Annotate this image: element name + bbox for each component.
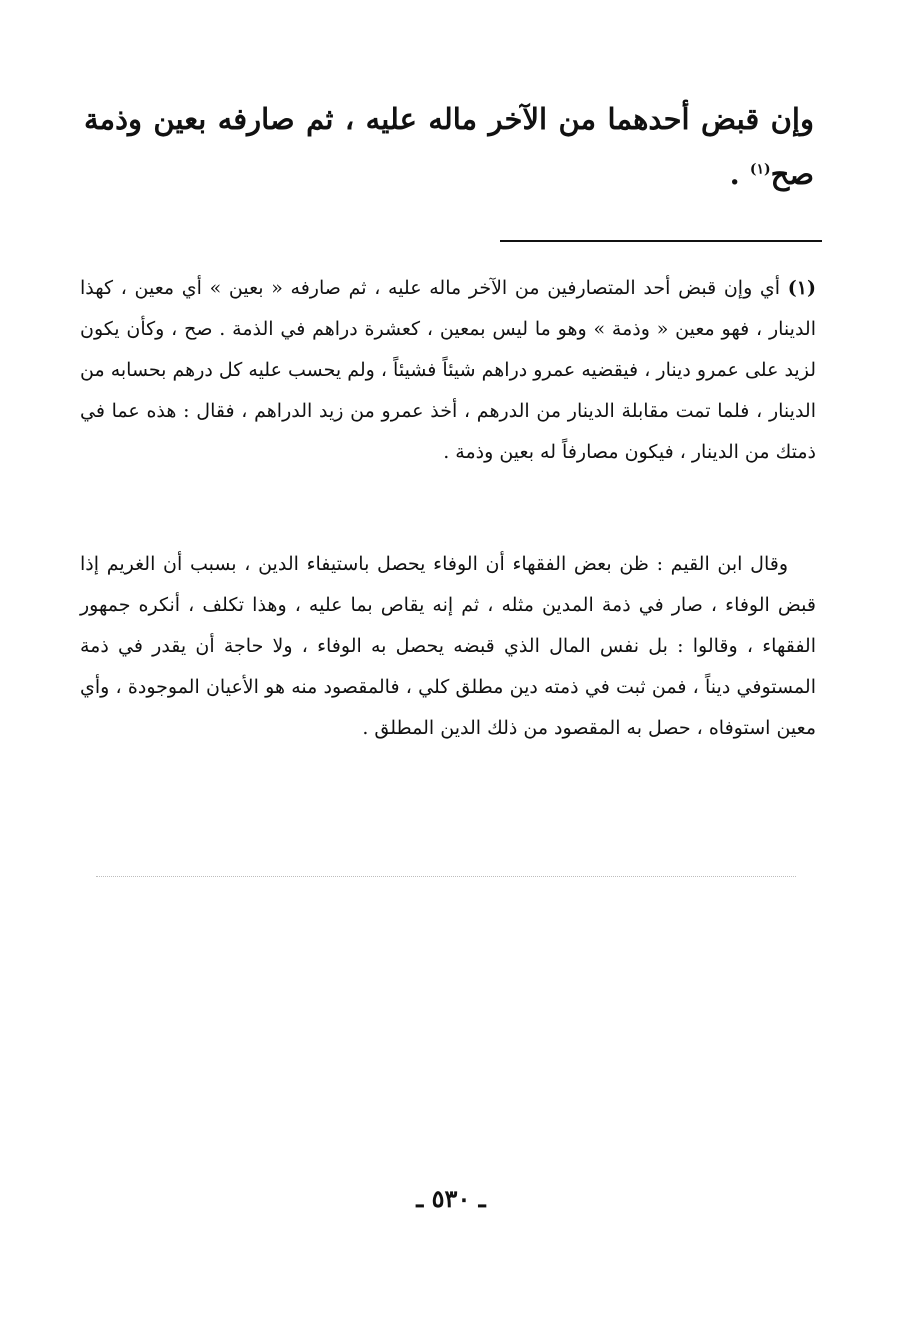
footnote-divider bbox=[500, 240, 822, 242]
footnote-reference: (١) bbox=[749, 161, 771, 178]
page-number: ـ ٥٣٠ ـ bbox=[416, 1184, 486, 1213]
main-text-body: وإن قبض أحدهما من الآخر ماله عليه ، ثم صارفه بعين وذمة صح bbox=[84, 102, 814, 191]
footnote-text: أي وإن قبض أحد المتصارفين من الآخر ماله عليه ، ثم صارفه « بعين » أي معين ، كهذا الدينار ، فهو معين « وذمة » وهو ما ليس بمعين ، كعشرة دراهم في الذمة . صح ، وكأن يكون لزيد على عمرو دينار ، فيقضيه عمرو دراهم شيئاً فشيئاً ، ولم يحسب عليه كل درهم بحسابه من الدينار ، فلما تمت مقابلة الدينار من الدرهم ، أخذ عمرو من زيد الدراهم ، فقال : هذه عما في ذمتك من الدينار ، فيكون مصارفاً له بعين وذمة . bbox=[80, 277, 816, 463]
footnote-marker: (١) bbox=[787, 277, 816, 299]
footnote bbox=[80, 268, 816, 473]
main-text-end: . bbox=[729, 157, 750, 191]
faint-dotted-line bbox=[96, 876, 796, 877]
ibn-qayyim-quote bbox=[80, 544, 816, 749]
main-text bbox=[84, 92, 814, 202]
quote-text: وقال ابن القيم : ظن بعض الفقهاء أن الوفاء يحصل باستيفاء الدين ، بسبب أن الغريم إذا قبض الوفاء ، صار في ذمة المدين مثله ، ثم إنه يقاص بما عليه ، وهذا تكلف ، أنكره جمهور الفقهاء ، وقالوا : بل نفس المال الذي قبضه يحصل به الوفاء ، ولا حاجة أن يقدر في ذمة المستوفي ديناً ، فمن ثبت في ذمته دين مطلق كلي ، فالمقصود منه هو الأعيان الموجودة ، وأي معين استوفاه ، حصل به المقصود من ذلك الدين المطلق . bbox=[80, 553, 816, 739]
